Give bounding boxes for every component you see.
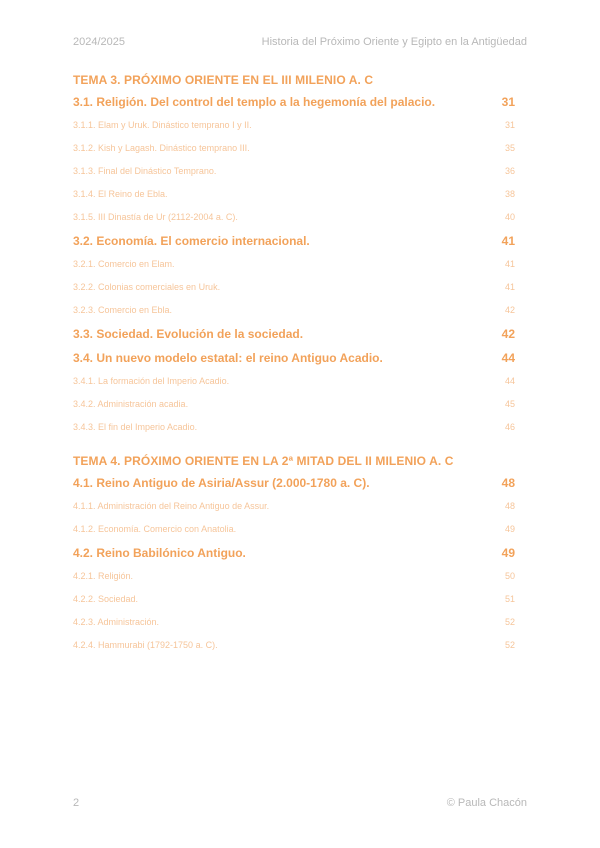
toc-entry-text: 3.1.4. El Reino de Ebla.	[73, 183, 168, 206]
toc-section-tema4-title: TEMA 4. PRÓXIMO ORIENTE EN LA 2ª MITAD DEL II MILENIO A. C	[73, 454, 454, 468]
toc-entry[interactable]	[73, 518, 515, 541]
toc-entry[interactable]	[73, 416, 515, 439]
toc-entry-text: 3.1.3. Final del Dinástico Temprano.	[73, 160, 216, 183]
toc-entry-page: 48	[499, 471, 515, 495]
toc-entry[interactable]	[73, 206, 515, 229]
toc-entry-page: 42	[502, 299, 515, 322]
toc-entry[interactable]	[73, 322, 515, 346]
toc-entry-text: 4.1.2. Economía. Comercio con Anatolia.	[73, 518, 236, 541]
toc-entry[interactable]	[73, 370, 515, 393]
header-year: 2024/2025	[73, 36, 125, 48]
toc-entry-page: 52	[502, 634, 515, 657]
page-header	[73, 36, 527, 52]
toc-entry-page: 38	[502, 183, 515, 206]
toc-entry-text: 4.2.3. Administración.	[73, 611, 159, 634]
toc-entry-text: 3.1.2. Kish y Lagash. Dinástico temprano III.	[73, 137, 250, 160]
toc-entry-page: 48	[502, 495, 515, 518]
toc-entry[interactable]	[73, 634, 515, 657]
toc-entry[interactable]	[73, 90, 515, 114]
toc-entry[interactable]	[73, 137, 515, 160]
toc-entry-page: 41	[502, 253, 515, 276]
toc-entry-page: 46	[502, 416, 515, 439]
toc-entry[interactable]	[73, 588, 515, 611]
toc-entry[interactable]	[73, 229, 515, 253]
section-spacer	[73, 439, 515, 451]
toc-entry-text: 4.1. Reino Antiguo de Asiria/Assur (2.000-1780 a. C).	[73, 471, 370, 495]
toc-entry-text: 4.2.4. Hammurabi (1792-1750 a. C).	[73, 634, 218, 657]
toc-entry-text: 3.2.3. Comercio en Ebla.	[73, 299, 172, 322]
toc-entry-text: 4.1.1. Administración del Reino Antiguo de Assur.	[73, 495, 269, 518]
toc-entry[interactable]	[73, 160, 515, 183]
toc-entry-text: 3.4.3. El fin del Imperio Acadio.	[73, 416, 197, 439]
toc-entry[interactable]	[73, 114, 515, 137]
toc-entry-page: 49	[502, 518, 515, 541]
toc-entry-page: 40	[502, 206, 515, 229]
toc-entry[interactable]	[73, 495, 515, 518]
toc-entry-page: 31	[502, 114, 515, 137]
toc-entry-page: 41	[502, 276, 515, 299]
toc-section-tema3-title: TEMA 3. PRÓXIMO ORIENTE EN EL III MILENIO A. C	[73, 73, 374, 87]
toc-entry[interactable]	[73, 299, 515, 322]
toc-entry[interactable]	[73, 276, 515, 299]
toc-entry-text: 3.2.1. Comercio en Elam.	[73, 253, 175, 276]
toc-entry-text: 3.4.1. La formación del Imperio Acadio.	[73, 370, 229, 393]
header-course-title: Historia del Próximo Oriente y Egipto en la Antigüedad	[261, 36, 527, 48]
toc-entry-page: 44	[499, 346, 515, 370]
toc-entry-page: 35	[502, 137, 515, 160]
toc-entry-page: 50	[502, 565, 515, 588]
toc-entry-text: 4.2.1. Religión.	[73, 565, 133, 588]
toc-entry[interactable]	[73, 471, 515, 495]
toc-entry-page: 42	[499, 322, 515, 346]
toc-entry-text: 3.1.1. Elam y Uruk. Dinástico temprano I y II.	[73, 114, 252, 137]
toc-entry-text: 4.2. Reino Babilónico Antiguo.	[73, 541, 246, 565]
footer-copyright: © Paula Chacón	[446, 797, 527, 809]
toc-entry[interactable]	[73, 565, 515, 588]
toc-entry-text: 3.4.2. Administración acadia.	[73, 393, 188, 416]
toc-entry-page: 36	[502, 160, 515, 183]
toc-entry[interactable]	[73, 253, 515, 276]
toc-entry-text: 3.1.5. III Dinastía de Ur (2112-2004 a. C).	[73, 206, 238, 229]
toc-entry-text: 3.3. Sociedad. Evolución de la sociedad.	[73, 322, 303, 346]
toc-entry-page: 31	[499, 90, 515, 114]
page-footer	[73, 797, 527, 813]
toc-entry-page: 44	[502, 370, 515, 393]
toc-entry[interactable]	[73, 541, 515, 565]
toc-entry-text: 3.1. Religión. Del control del templo a la hegemonía del palacio.	[73, 90, 435, 114]
toc-entry[interactable]	[73, 611, 515, 634]
toc-entry-page: 49	[499, 541, 515, 565]
toc-entry-text: 3.4. Un nuevo modelo estatal: el reino Antiguo Acadio.	[73, 346, 383, 370]
toc-entry-text: 4.2.2. Sociedad.	[73, 588, 138, 611]
footer-page-number: 2	[73, 797, 80, 809]
toc-entry-text: 3.2. Economía. El comercio internacional.	[73, 229, 310, 253]
toc-entry-page: 52	[502, 611, 515, 634]
toc-entry[interactable]	[73, 183, 515, 206]
toc-entry[interactable]	[73, 393, 515, 416]
toc-entry[interactable]	[73, 346, 515, 370]
toc-entry-text: 3.2.2. Colonias comerciales en Uruk.	[73, 276, 220, 299]
toc-entry-page: 45	[502, 393, 515, 416]
toc-entry-page: 41	[499, 229, 515, 253]
table-of-contents	[73, 70, 515, 657]
toc-entry-page: 51	[502, 588, 515, 611]
